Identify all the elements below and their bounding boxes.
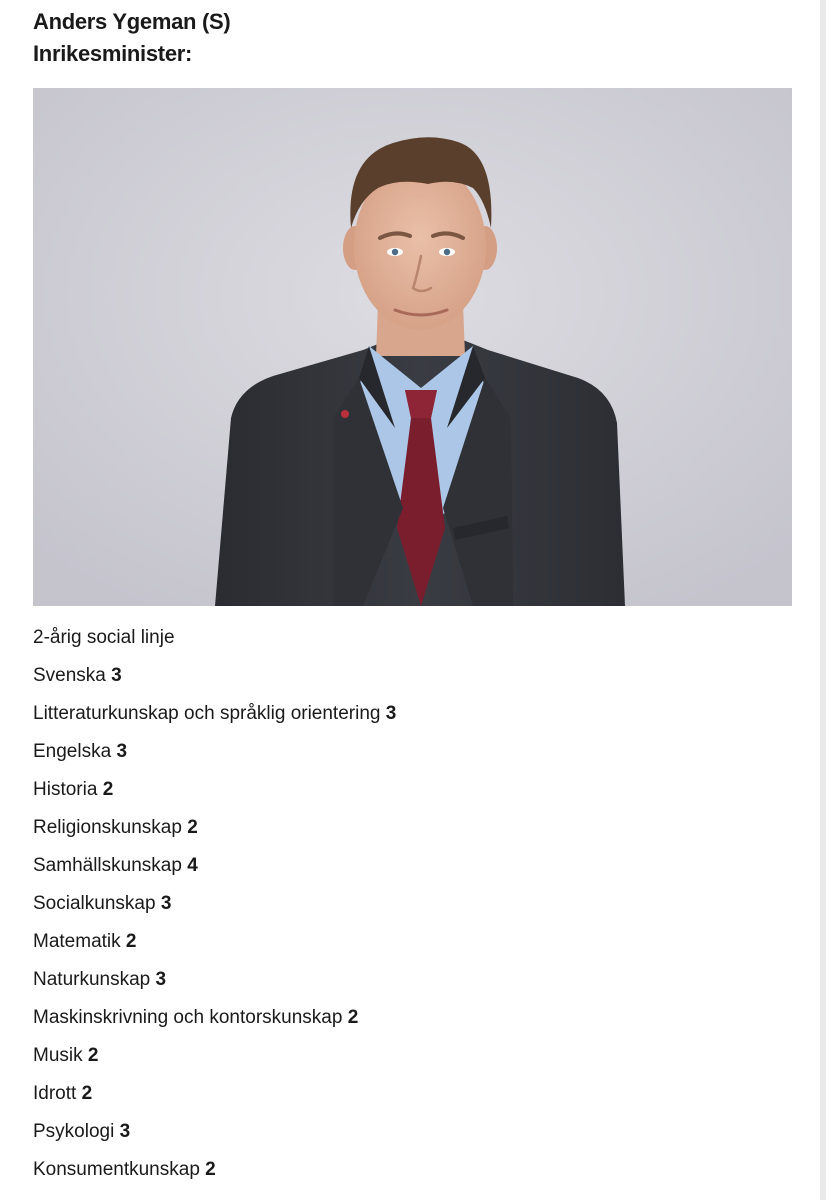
portrait-illustration — [33, 88, 792, 606]
subject-grade: 3 — [160, 893, 172, 914]
subject-grade: 3 — [119, 1121, 131, 1142]
list-item — [33, 1082, 396, 1120]
subject-grade: 3 — [155, 969, 167, 990]
subject-name: Socialkunskap — [33, 893, 156, 914]
subject-grade-list — [33, 664, 396, 1196]
subject-grade: 2 — [87, 1045, 99, 1066]
subject-grade: 3 — [385, 703, 397, 724]
list-item — [33, 664, 396, 702]
list-item — [33, 1120, 396, 1158]
subject-name: Religionskunskap — [33, 817, 182, 838]
list-item — [33, 702, 396, 740]
list-item — [33, 930, 396, 968]
subject-grade: 2 — [347, 1007, 359, 1028]
list-item — [33, 968, 396, 1006]
list-item — [33, 854, 396, 892]
subject-name: Konsumentkunskap — [33, 1159, 200, 1180]
subject-grade: 4 — [187, 855, 198, 876]
subject-name: Idrott — [33, 1083, 77, 1104]
list-item — [33, 778, 396, 816]
person-role: Inrikesminister: — [33, 41, 193, 66]
subject-grade: 2 — [102, 779, 114, 800]
subject-name: Svenska — [33, 665, 106, 686]
list-item — [33, 1006, 396, 1044]
list-item — [33, 816, 396, 854]
list-item — [33, 1158, 396, 1196]
subject-name: Engelska — [33, 741, 112, 762]
subject-name: Musik — [33, 1045, 83, 1066]
subject-grade: 3 — [116, 741, 128, 762]
subject-name: Matematik — [33, 931, 121, 952]
subject-grade: 3 — [111, 665, 122, 686]
subject-grade: 2 — [81, 1083, 93, 1104]
list-item — [33, 892, 396, 930]
subject-name: Maskinskrivning och kontorskunskap — [33, 1007, 343, 1028]
list-item — [33, 1044, 396, 1082]
program-line: 2-årig social linje — [33, 627, 175, 648]
person-name: Anders Ygeman (S) — [33, 9, 231, 34]
page-edge — [820, 0, 826, 1200]
portrait-photo — [33, 88, 792, 606]
subject-name: Psykologi — [33, 1121, 115, 1142]
subject-grade: 2 — [205, 1159, 216, 1180]
subject-grade: 2 — [125, 931, 137, 952]
subject-name: Historia — [33, 779, 98, 800]
subject-grade: 2 — [187, 817, 198, 838]
subject-name: Naturkunskap — [33, 969, 151, 990]
subject-name: Samhällskunskap — [33, 855, 182, 876]
list-item — [33, 740, 396, 778]
subject-name: Litteraturkunskap och språklig orientering — [33, 703, 381, 724]
